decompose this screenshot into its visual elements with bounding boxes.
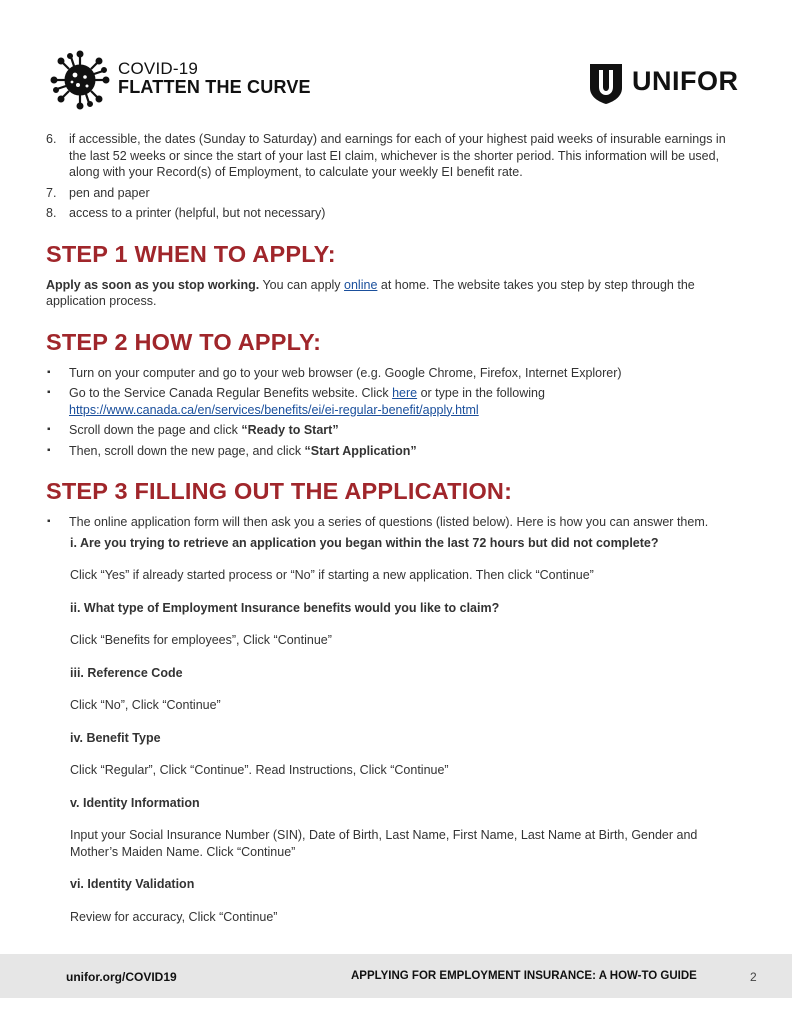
question: v. Identity Information	[70, 795, 200, 810]
bullet-icon: ▪	[47, 366, 51, 378]
list-item	[46, 131, 746, 181]
list-number: 6.	[46, 132, 57, 146]
step1-text-after: at home. The website takes you step by step through the application process.	[46, 277, 695, 308]
step2-item-3: Scroll down the page and click	[69, 423, 242, 437]
question: iv. Benefit Type	[70, 730, 161, 745]
list-item-text: if accessible, the dates (Sunday to Saturday) and earnings for each of your highest paid weeks of insurable earnings in the last 52 weeks or since the start of your last EI claim, whichever is the shorter period. This information will be used, along with your Record(s) of Employment, to calculate your weekly EI benefit rate.	[69, 132, 726, 179]
footer-title: APPLYING FOR EMPLOYMENT INSURANCE: A HOW-TO GUIDE	[351, 970, 697, 982]
list-item	[46, 514, 746, 531]
page-number: 2	[750, 970, 757, 984]
list-number: 7.	[46, 185, 57, 200]
brand-line-1: COVID-19	[118, 59, 199, 78]
answer: Click “Benefits for employees”, Click “Continue”	[70, 633, 332, 647]
question: ii. What type of Employment Insurance benefits would you like to claim?	[70, 600, 500, 615]
list-item-text: pen and paper	[69, 185, 150, 200]
answer: Click “Yes” if already started process or “No” if starting a new application. Then click “Continue”	[70, 568, 594, 582]
brand-line-2: FLATTEN THE CURVE	[118, 77, 311, 97]
bullet-icon: ▪	[47, 516, 51, 527]
coronavirus-icon	[50, 50, 110, 110]
ready-to-start-label: “Ready to Start”	[241, 423, 339, 437]
page-header	[0, 0, 792, 130]
question: i. Are you trying to retrieve an application you began within the last 72 hours but did not complete?	[70, 535, 659, 550]
list-item	[46, 443, 746, 460]
step1-paragraph	[46, 277, 746, 310]
here-link[interactable]: here	[392, 386, 418, 400]
list-item-text: access to a printer (helpful, but not necessary)	[69, 206, 326, 220]
list-item	[46, 205, 746, 222]
list-number: 8.	[46, 206, 57, 220]
answer: Click “No”, Click “Continue”	[70, 698, 221, 712]
list-item	[46, 422, 746, 439]
step1-bold-lead: Apply as soon as you stop working.	[46, 277, 260, 292]
question: vi. Identity Validation	[70, 877, 195, 891]
start-application-label: “Start Application”	[304, 443, 417, 458]
step2-item-1: Turn on your computer and go to your web browser (e.g. Google Chrome, Firefox, Internet Explorer)	[69, 365, 622, 380]
step1-heading: STEP 1 WHEN TO APPLY:	[46, 240, 336, 267]
step2-item-2-middle: or type in the following	[417, 386, 545, 400]
bullet-icon: ▪	[47, 387, 51, 398]
step3-heading: STEP 3 FILLING OUT THE APPLICATION:	[46, 478, 513, 504]
question: iii. Reference Code	[70, 665, 183, 680]
bullet-icon: ▪	[47, 444, 51, 456]
step2-item-2: Go to the Service Canada Regular Benefits website. Click	[69, 386, 393, 400]
service-canada-url-link[interactable]: https://www.canada.ca/en/services/benefits/ei/ei-regular-benefit/apply.html	[69, 402, 479, 417]
step2-item-4: Then, scroll down the new page, and click	[69, 443, 305, 458]
question-answer-list	[46, 535, 746, 926]
online-link[interactable]: online	[344, 277, 378, 292]
list-item	[46, 185, 746, 202]
answer: Input your Social Insurance Number (SIN), Date of Birth, Last Name, First Name, Last Name at Birth, Gender and Mother’s Maiden Name. Click “Continue”	[70, 828, 698, 859]
page-footer	[0, 954, 792, 998]
step2-heading: STEP 2 HOW TO APPLY:	[46, 328, 322, 355]
step1-text: You can apply	[259, 277, 345, 292]
step3-intro: The online application form will then ask you a series of questions (listed below). Here is how you can answer them.	[69, 515, 709, 529]
bullet-icon: ▪	[47, 424, 51, 435]
step3-list	[46, 514, 746, 531]
answer: Click “Regular”, Click “Continue”. Read Instructions, Click “Continue”	[70, 763, 449, 777]
requirements-list	[46, 131, 746, 222]
unifor-logo-text: UNIFOR	[632, 66, 739, 96]
footer-site-link[interactable]: unifor.org/COVID19	[66, 970, 177, 984]
list-item	[46, 365, 746, 382]
main-content	[46, 131, 746, 941]
list-item	[46, 385, 746, 418]
answer: Review for accuracy, Click “Continue”	[70, 909, 278, 924]
step2-list	[46, 365, 746, 460]
unifor-shield-logo-icon	[589, 63, 623, 105]
